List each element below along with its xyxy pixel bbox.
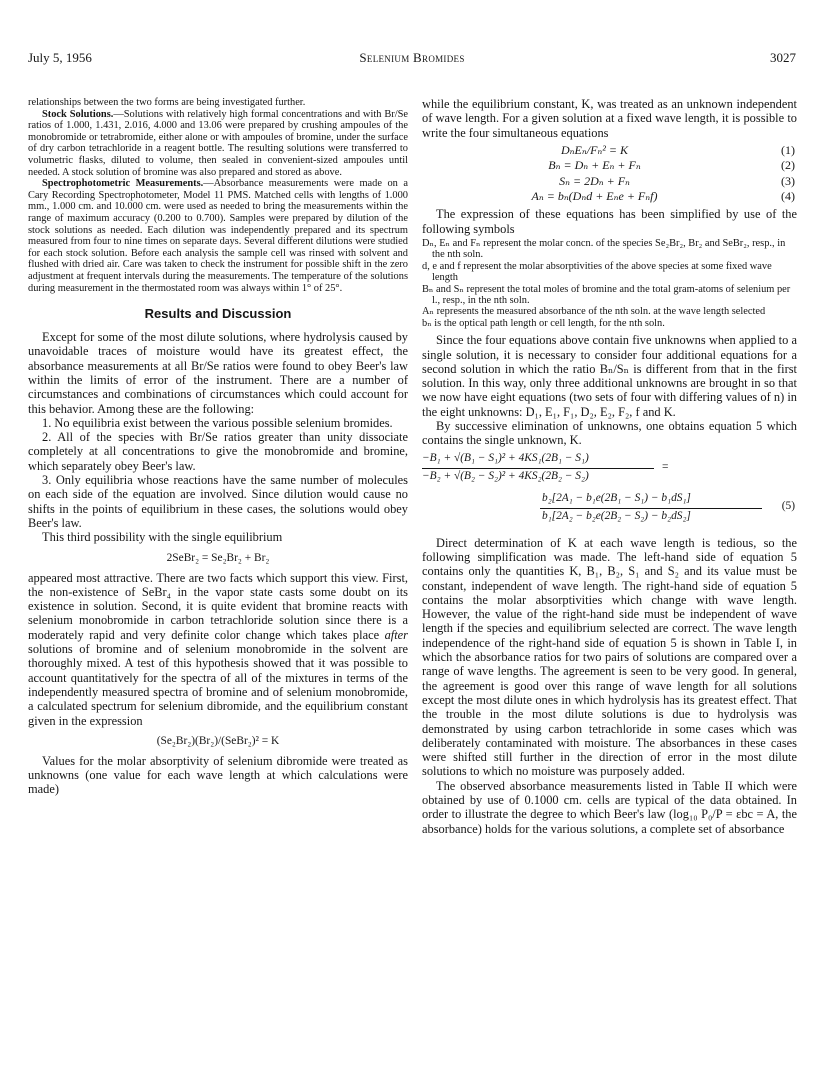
stock-solutions-text: —Solutions with relatively high formal concentrations and with Br/Se ratios of 1.000, 1.431, 2.016, 4.000 and 13.06 were prepared by crushing ampoules of the monobromide or tetrabromide, either alone or with ampoules of bromine, under the surface of dry carbon tetrachloride in a reagent bottle. The resulting solutions were transferred to volumetric flasks, diluted to volume, then sealed in convenient-sized ampoules until needed. A stock solution of bromine was also prepared and stored as above.	[28, 108, 409, 178]
equation-expr: Sₙ = 2Dₙ + Fₙ	[559, 173, 630, 188]
equation-expr: Bₙ = Dₙ + Eₙ + Fₙ	[548, 158, 641, 173]
equation-number: (2)	[781, 158, 795, 173]
header-date: July 5, 1956	[28, 50, 92, 65]
equation-number: (5)	[781, 499, 795, 512]
symbol-definition: Aₙ represents the measured absorbance of the nth soln. at the wave length selected	[422, 306, 766, 318]
stock-solutions-title: Stock Solutions.	[42, 108, 114, 120]
equilibrium-constant-expression: (Se₂Br₂)(Br₂)/(SeBr₂)² = K	[156, 734, 280, 747]
results-paragraph: Except for some of the most dilute solutions, where hydrolysis caused by unavoidable traces of moisture would have its greatest effect, the absorbance measurements at all Br/Se ratios were found to obey Beer's law within the limits of error of the instrument. There are a number of circumstances and combinations of circumstances which could account for this behavior. Among these are the following:	[28, 330, 408, 416]
unknowns-paragraph: Since the four equations above contain five unknowns when applied to a single solution, it is necessary to consider four additional equations for a second solution in which the ratio Bₙ/Sₙ is different from that in the first solution. In this way, only three additional unknowns are brought in so that we now have eight equations (two sets of four with differing values of n) in the eight unknowns: D₁, E₁, F₁, D₂, E₂, F₂, f and K.	[422, 333, 797, 419]
left-column	[28, 97, 408, 797]
page-header	[28, 50, 796, 70]
spectro-title: Spectrophotometric Measurements.	[42, 178, 204, 190]
symbols-intro-paragraph: The expression of these equations has been simplified by use of the following symbols	[422, 207, 797, 236]
hypothesis-text-a: appeared most attractive. There are two facts which support this view. First, the non-existence of SeBr₄ in the vapor state casts some doubt on its existence in solution. Second, it is quite evident that bromine reacts with selenium monobromide in carbon tetrachloride solution since there is a moderately rapid and very definite color change which takes place	[28, 570, 408, 642]
equation-5-denominator-left: −B₂ + √(B₂ − S₂)² + 4KS₂(2B₂ − S₂)	[422, 469, 589, 482]
equation-3	[422, 174, 797, 189]
symbol-definition: Dₙ, Eₙ and Fₙ represent the molar concn. of the species Se₂Br₂, Br₂ and SeBr₂, resp., in the nth soln.	[422, 238, 786, 261]
section-heading: Results and Discussion	[144, 306, 292, 322]
equation-expr: DₙEₙ/Fₙ² = K	[561, 142, 628, 157]
intro-paragraph: relationships between the two forms are being investigated further.	[28, 97, 306, 108]
elimination-paragraph: By successive elimination of unknowns, one obtains equation 5 which contains the single unknown, K.	[422, 419, 797, 448]
right-column	[422, 97, 797, 836]
hypothesis-paragraph	[28, 571, 408, 728]
equation-5-fraction-bar-right	[540, 508, 762, 509]
equation-5-equals-sign: =	[662, 460, 669, 473]
equation-number: (3)	[781, 173, 795, 188]
list-item-2: 2. All of the species with Br/Se ratios greater than unity dissociate completely at all concentrations to give the monobromide and bromine, which separately obey Beer's law.	[28, 430, 408, 473]
absorptivity-paragraph: Values for the molar absorptivity of selenium dibromide were treated as unknowns (one value for each wave length at which calculations were made)	[28, 753, 408, 797]
equation-5-denominator-right: b₁[2A₂ − b₂e(2B₂ − S₂) − b₂dS₂]	[542, 509, 691, 522]
spectro-paragraph	[28, 178, 408, 294]
spectro-text: —Absorbance measurements were made on a Cary Recording Spectrophotometer, Model 11 PMS. Matched cells with lengths of 1.000 mm., 1.000 cm. and 10.000 cm. were used as needed to bring the measurements within the range of maximum accuracy (0.200 to 0.700). Samples were prepared by dilution of the stock solutions as needed. Each dilution was independently prepared and its spectrum measured from four to nine times on separate days. Several different dilutions were studied for each stock solution. Before each analysis the sample cell was rinsed with solvent and flushed with dried air. Care was taken to check the instrument for possible shift in the zero adjustment at frequent intervals during the measurements. The temperature of the solutions during measurement in the thermostated room was always within 1° of 25°.	[28, 178, 408, 294]
symbol-definition: Bₙ and Sₙ represent the total moles of bromine and the total gram-atoms of selenium per l., resp., in the nth soln.	[422, 283, 791, 307]
hypothesis-emphasis: after	[384, 627, 408, 642]
equation-4	[422, 189, 797, 204]
symbol-definitions	[422, 238, 797, 329]
equation-list	[422, 143, 797, 205]
absorbance-paragraph: The observed absorbance measurements listed in Table II which were obtained by use of 0.1000 cm. cells are typical of the data obtained. In order to illustrate the degree to which Beer's law (log₁₀ P₀/P = εbc = A, the absorbance) holds for the various solutions, a complete set of absorbance	[422, 778, 797, 836]
equation-5-numerator-left: −B₁ + √(B₁ − S₁)² + 4KS₁(2B₁ − S₁)	[422, 451, 589, 464]
equation-number: (1)	[781, 142, 795, 157]
equation-5-fraction-bar-left	[422, 468, 654, 469]
equation-5	[422, 452, 797, 530]
symbol-definition: bₙ is the optical path length or cell length, for the nth soln.	[422, 317, 665, 329]
list-item-3: 3. Only equilibria whose reactions have the same number of molecules on each side of the equation are involved. Since dilution would cause no shifts in the points of equilibrium in these cases, the solutions would obey Beer's law.	[28, 473, 408, 530]
header-title: Selenium Bromides	[359, 50, 465, 65]
equation-number: (4)	[781, 189, 795, 204]
symbol-definition: d, e and f represent the molar absorptivities of the above species at some fixed wave length	[422, 260, 772, 284]
equation-2	[422, 158, 797, 173]
equation-1	[422, 143, 797, 158]
list-item-1: 1. No equilibria exist between the various possible selenium bromides.	[42, 415, 393, 430]
equation-5-numerator-right: b₂[2A₁ − b₁e(2B₁ − S₁) − b₁dS₁]	[542, 491, 691, 504]
equilibrium-equation: 2SeBr₂ = Se₂Br₂ + Br₂	[166, 551, 270, 564]
hypothesis-text-b: solutions of bromine and of selenium monobromide in the solvent are thoroughly mixed. A test of this hypothesis showed that it was possible to account quantitatively for the spectra of all of the mixtures in terms of the independently measured spectra of bromine and of selenium monobromide, a calculated spectrum for selenium dibromide, and the equilibrium constant given in the expression	[28, 642, 408, 728]
simultaneous-paragraph: while the equilibrium constant, K, was treated as an unknown independent of wave length. For a given solution at a fixed wave length, it is possible to write the four simultaneous equations	[422, 97, 797, 140]
equation-expr: Aₙ = bₙ(Dₙd + Eₙe + Fₙf)	[531, 189, 658, 204]
header-page-number: 3027	[770, 50, 796, 65]
equilibrium-paragraph: This third possibility with the single equilibrium	[42, 530, 283, 545]
stock-solutions-paragraph	[28, 109, 408, 179]
simplification-paragraph: Direct determination of K at each wave length is tedious, so the following simplification was made. The left-hand side of equation 5 contains only the quantities K, B₁, B₂, S₁ and S₂ and its value must be constant, independent of wave length. The right-hand side of equation 5 contains the molar absorptivities which change with wave length. However, the value of the right-hand side must be independent of wave length if the species and equilibrium selected are correct. The wave length independence of the right-hand side of equation 5 is shown in Table I, in which the absorbance ratios for two pairs of solutions are compared over a range of wave lengths. The agreement is seen to be very good. In general, the agreement is good over this range of wave length for all solutions except the most dilute ones in which hydrolysis has its greatest effect. That the trouble in the most dilute solutions is due to hydrolysis was demonstrated by using carbon tetrachloride in some cases which was deliberately contaminated with moisture. The absorbances in these cases were shifted still further in the direction of error in the most dilute solutions to which no moisture was purposely added.	[422, 535, 797, 779]
